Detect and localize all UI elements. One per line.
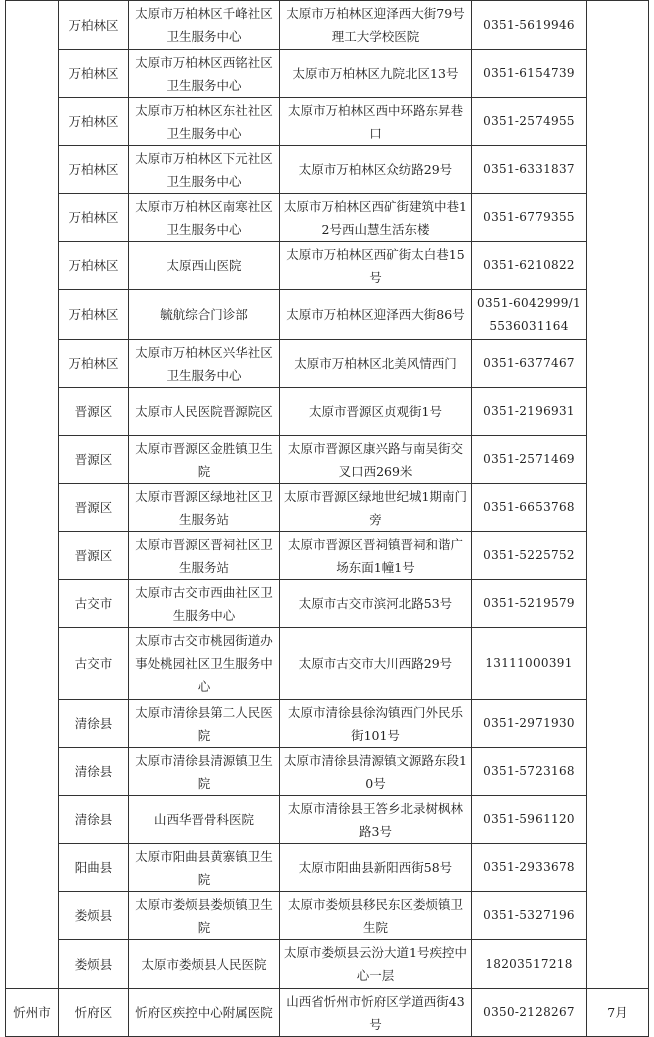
- address-cell: 太原市古交市大川西路29号: [280, 628, 472, 700]
- facility-name-cell: 太原市清徐县第二人民医院: [129, 700, 280, 748]
- phone-cell: 0351-6210822: [472, 242, 587, 290]
- district-cell: 娄烦县: [59, 940, 129, 989]
- table-row: [6, 194, 649, 242]
- table-row: [6, 580, 649, 628]
- city-cell: 忻州市: [6, 989, 59, 1037]
- facility-name-cell: 毓航综合门诊部: [129, 290, 280, 340]
- facility-name-cell: 太原市娄烦县娄烦镇卫生院: [129, 892, 280, 940]
- table-row: [6, 628, 649, 700]
- phone-cell: 0351-2574955: [472, 98, 587, 146]
- address-cell: 太原市娄烦县云汾大道1号疾控中心一层: [280, 940, 472, 989]
- facility-name-cell: 太原市娄烦县人民医院: [129, 940, 280, 989]
- district-cell: 清徐县: [59, 796, 129, 844]
- table-row: [6, 146, 649, 194]
- facility-name-cell: 太原市古交市桃园街道办事处桃园社区卫生服务中心: [129, 628, 280, 700]
- address-cell: 太原市阳曲县新阳西街58号: [280, 844, 472, 892]
- facility-name-cell: 太原市人民医院晋源院区: [129, 388, 280, 436]
- phone-cell: 0351-6154739: [472, 50, 587, 98]
- phone-cell: 0351-5225752: [472, 532, 587, 580]
- facility-name-cell: 太原市晋源区晋祠社区卫生服务站: [129, 532, 280, 580]
- district-cell: 万柏林区: [59, 1, 129, 50]
- table-row: [6, 532, 649, 580]
- facility-name-cell: 太原西山医院: [129, 242, 280, 290]
- phone-cell: 0351-2933678: [472, 844, 587, 892]
- table-row: [6, 892, 649, 940]
- address-cell: 太原市万柏林区西矿街太白巷15号: [280, 242, 472, 290]
- district-cell: 清徐县: [59, 748, 129, 796]
- address-cell: 太原市晋源区贞观街1号: [280, 388, 472, 436]
- table-row: [6, 1, 649, 50]
- table-row: [6, 940, 649, 989]
- facility-name-cell: 太原市晋源区金胜镇卫生院: [129, 436, 280, 484]
- address-cell: 太原市古交市滨河北路53号: [280, 580, 472, 628]
- district-cell: 古交市: [59, 580, 129, 628]
- district-cell: 万柏林区: [59, 290, 129, 340]
- address-cell: 山西省忻州市忻府区学道西街43号: [280, 989, 472, 1037]
- facility-name-cell: 太原市万柏林区下元社区卫生服务中心: [129, 146, 280, 194]
- phone-cell: 0351-5619946: [472, 1, 587, 50]
- phone-cell: 0351-2571469: [472, 436, 587, 484]
- district-cell: 万柏林区: [59, 98, 129, 146]
- district-cell: 忻府区: [59, 989, 129, 1037]
- month-cell: 7月: [587, 989, 649, 1037]
- facility-name-cell: 太原市万柏林区南寒社区卫生服务中心: [129, 194, 280, 242]
- address-cell: 太原市娄烦县移民东区娄烦镇卫生院: [280, 892, 472, 940]
- table-row: [6, 844, 649, 892]
- table-row: [6, 989, 649, 1037]
- phone-cell: 0351-6331837: [472, 146, 587, 194]
- district-cell: 阳曲县: [59, 844, 129, 892]
- month-cell-continued: [587, 1, 649, 989]
- district-cell: 晋源区: [59, 388, 129, 436]
- phone-cell: 0351-2971930: [472, 700, 587, 748]
- phone-cell: 0351-6779355: [472, 194, 587, 242]
- table-row: [6, 340, 649, 388]
- district-cell: 万柏林区: [59, 146, 129, 194]
- address-cell: 太原市晋源区晋祠镇晋祠和谐广场东面1幢1号: [280, 532, 472, 580]
- district-cell: 娄烦县: [59, 892, 129, 940]
- facility-name-cell: 太原市晋源区绿地社区卫生服务站: [129, 484, 280, 532]
- phone-cell: 18203517218: [472, 940, 587, 989]
- table-row: [6, 700, 649, 748]
- district-cell: 万柏林区: [59, 194, 129, 242]
- district-cell: 万柏林区: [59, 340, 129, 388]
- district-cell: 古交市: [59, 628, 129, 700]
- phone-cell: 0351-6653768: [472, 484, 587, 532]
- facility-name-cell: 山西华晋骨科医院: [129, 796, 280, 844]
- district-cell: 万柏林区: [59, 242, 129, 290]
- address-cell: 太原市万柏林区西中环路东昇巷口: [280, 98, 472, 146]
- facility-name-cell: 太原市古交市西曲社区卫生服务中心: [129, 580, 280, 628]
- phone-cell: 0351-2196931: [472, 388, 587, 436]
- address-cell: 太原市清徐县徐沟镇西门外民乐街101号: [280, 700, 472, 748]
- table-row: [6, 436, 649, 484]
- phone-cell: 0351-5961120: [472, 796, 587, 844]
- table-row: [6, 50, 649, 98]
- table-row: [6, 98, 649, 146]
- table-row: [6, 242, 649, 290]
- district-cell: 清徐县: [59, 700, 129, 748]
- facility-name-cell: 太原市万柏林区兴华社区卫生服务中心: [129, 340, 280, 388]
- district-cell: 晋源区: [59, 484, 129, 532]
- address-cell: 太原市晋源区康兴路与南吴街交叉口西269米: [280, 436, 472, 484]
- address-cell: 太原市万柏林区西矿街建筑中巷12号西山慧生活东楼: [280, 194, 472, 242]
- phone-cell: 0351-5327196: [472, 892, 587, 940]
- address-cell: 太原市万柏林区北美风情西门: [280, 340, 472, 388]
- phone-cell: 0351-5723168: [472, 748, 587, 796]
- clinic-table: [5, 0, 649, 1037]
- facility-name-cell: 太原市万柏林区西铭社区卫生服务中心: [129, 50, 280, 98]
- facility-name-cell: 太原市清徐县清源镇卫生院: [129, 748, 280, 796]
- address-cell: 太原市万柏林区众纺路29号: [280, 146, 472, 194]
- facility-name-cell: 忻府区疾控中心附属医院: [129, 989, 280, 1037]
- table-row: [6, 290, 649, 340]
- city-cell-continued: [6, 1, 59, 989]
- facility-name-cell: 太原市万柏林区千峰社区卫生服务中心: [129, 1, 280, 50]
- phone-cell: 0351-6042999/15536031164: [472, 290, 587, 340]
- table-row: [6, 796, 649, 844]
- address-cell: 太原市晋源区绿地世纪城1期南门旁: [280, 484, 472, 532]
- phone-cell: 13111000391: [472, 628, 587, 700]
- district-cell: 万柏林区: [59, 50, 129, 98]
- address-cell: 太原市万柏林区迎泽西大街86号: [280, 290, 472, 340]
- phone-cell: 0351-6377467: [472, 340, 587, 388]
- district-cell: 晋源区: [59, 436, 129, 484]
- address-cell: 太原市万柏林区九院北区13号: [280, 50, 472, 98]
- facility-name-cell: 太原市万柏林区东社社区卫生服务中心: [129, 98, 280, 146]
- table-row: [6, 484, 649, 532]
- facility-name-cell: 太原市阳曲县黄寨镇卫生院: [129, 844, 280, 892]
- address-cell: 太原市清徐县清源镇文源路东段10号: [280, 748, 472, 796]
- phone-cell: 0350-2128267: [472, 989, 587, 1037]
- address-cell: 太原市万柏林区迎泽西大街79号理工大学校医院: [280, 1, 472, 50]
- table-row: [6, 388, 649, 436]
- table-row: [6, 748, 649, 796]
- district-cell: 晋源区: [59, 532, 129, 580]
- address-cell: 太原市清徐县王答乡北录树枫林路3号: [280, 796, 472, 844]
- phone-cell: 0351-5219579: [472, 580, 587, 628]
